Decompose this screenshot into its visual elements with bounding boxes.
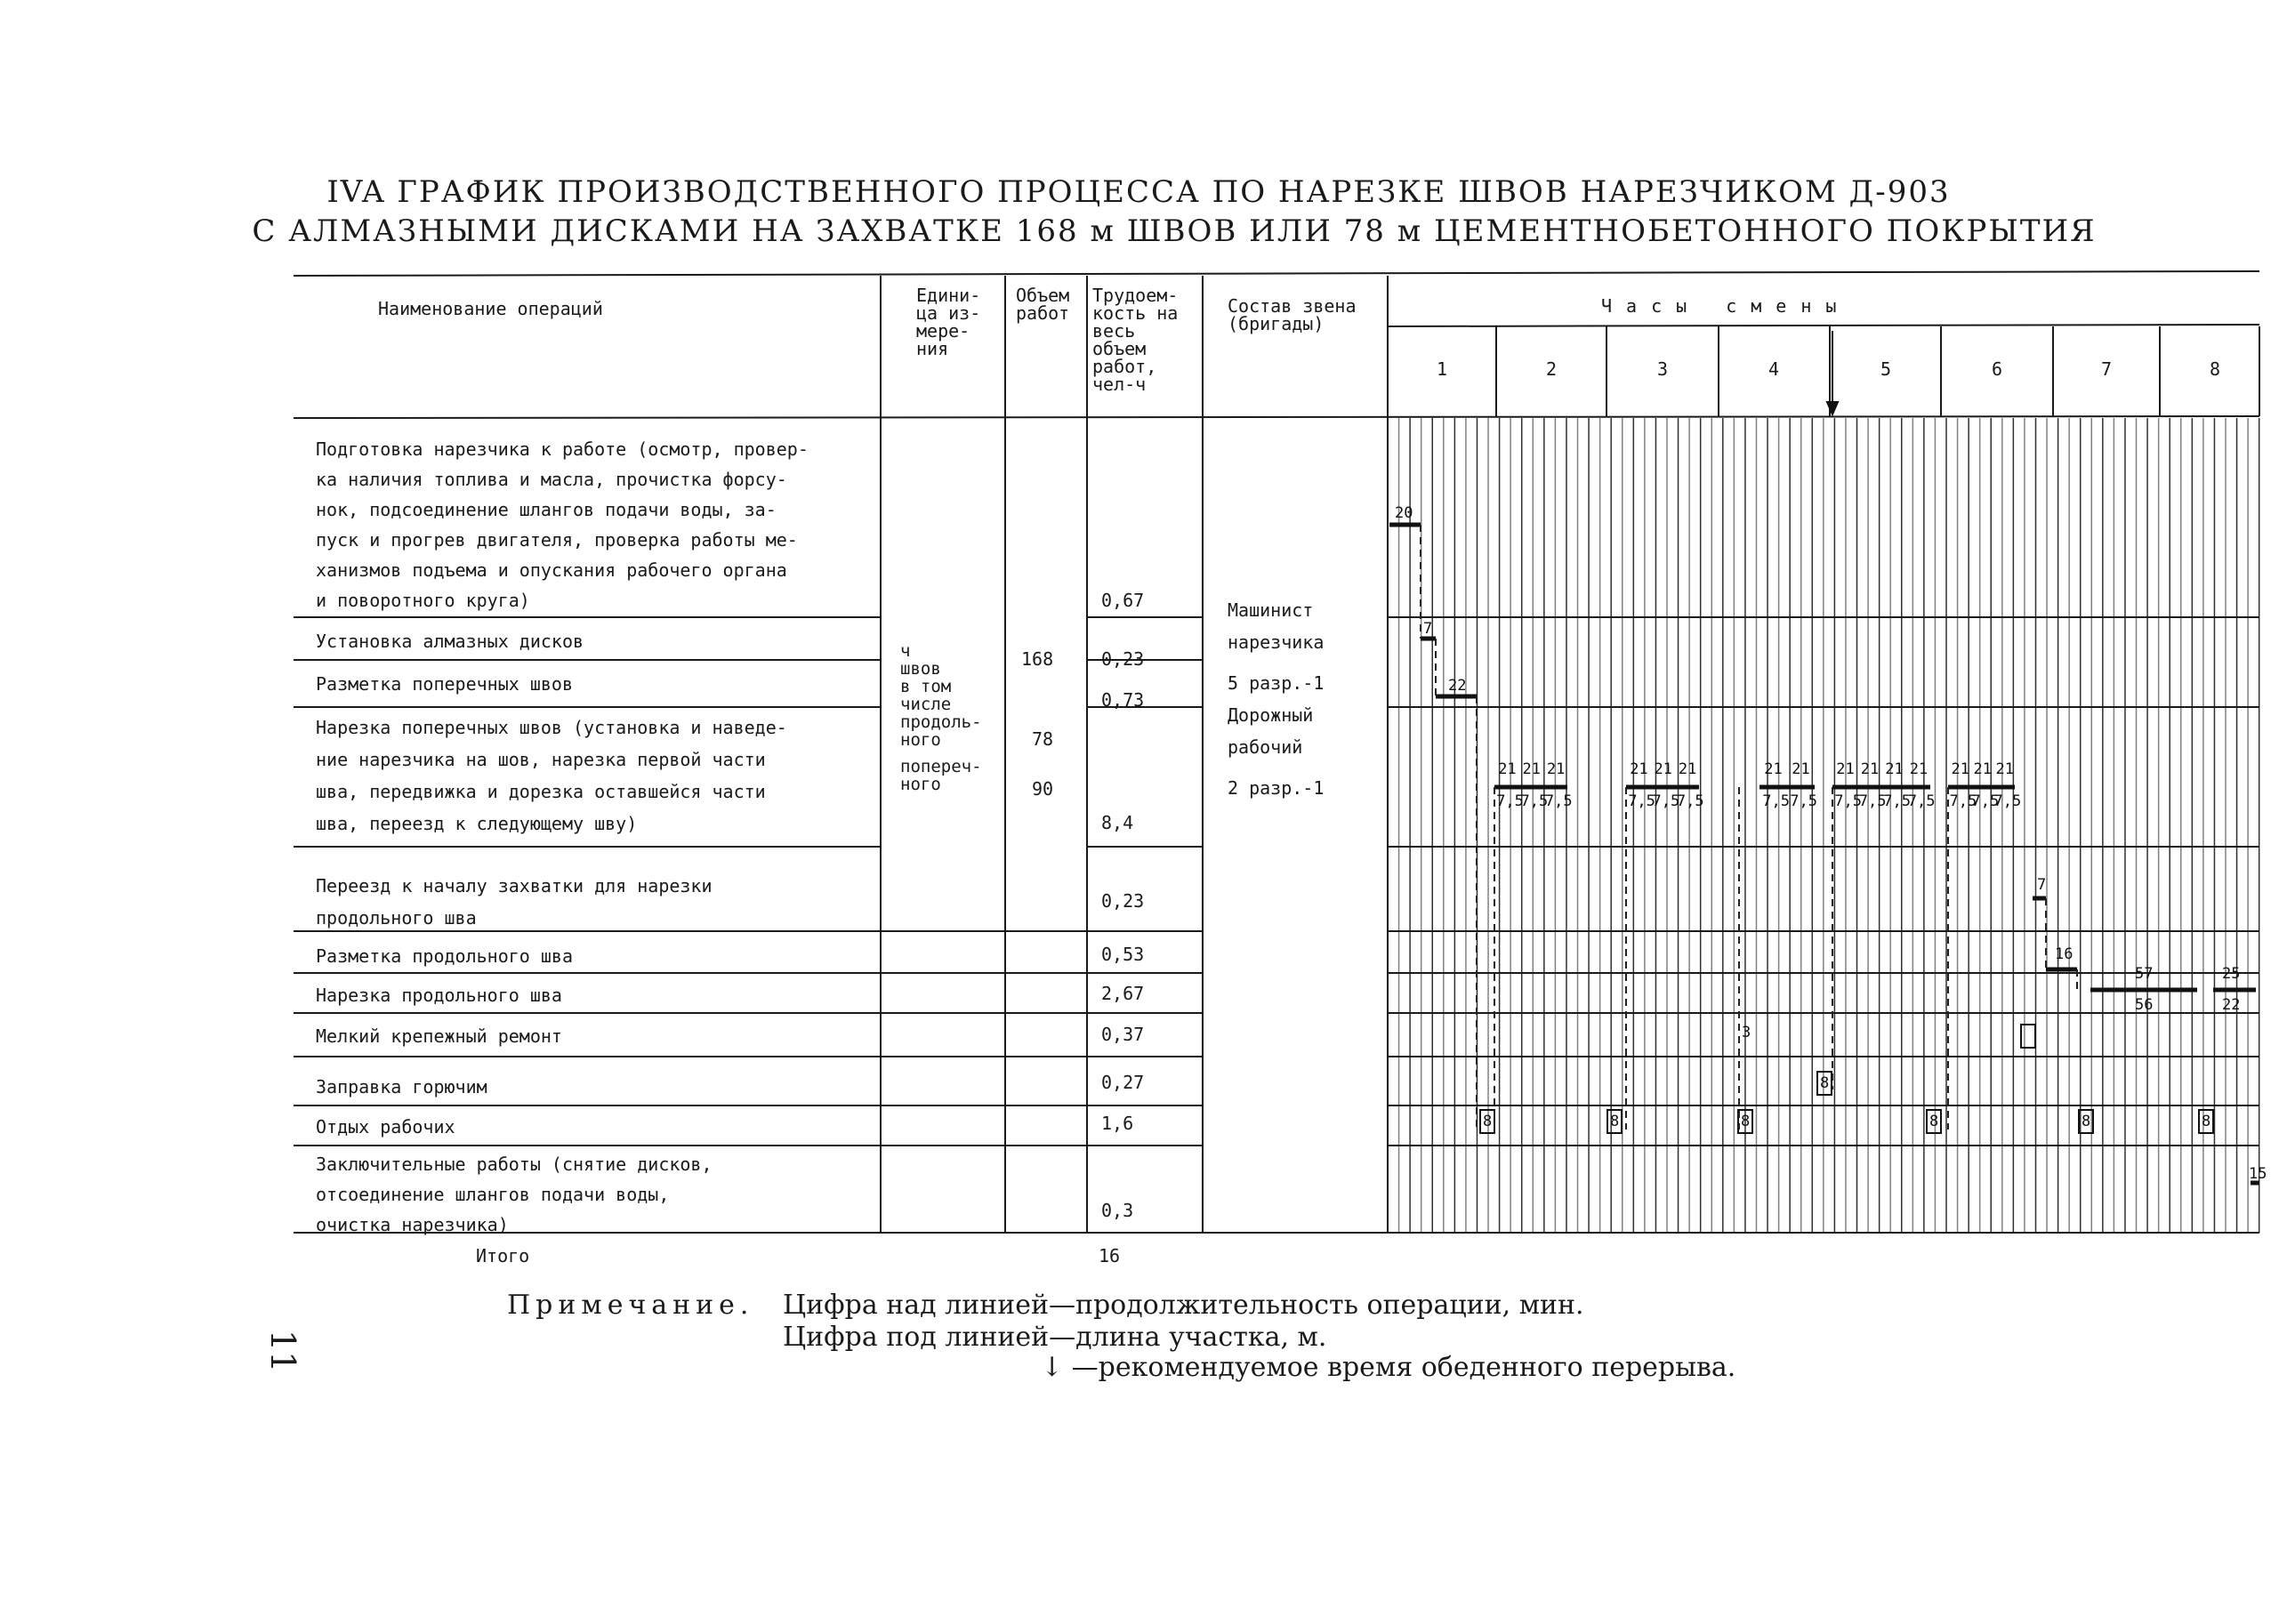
gantt-duration-label: 21 bbox=[1836, 760, 1855, 778]
gantt-duration-label: 21 bbox=[1951, 760, 1969, 778]
gantt-duration-label: 21 bbox=[1498, 760, 1517, 778]
header-volume: Объем работ bbox=[1016, 285, 1070, 324]
gantt-duration-label: 3 bbox=[1742, 1024, 1751, 1041]
header-operation: Наименование операций bbox=[378, 298, 603, 319]
gantt-length-label: 7,5 bbox=[1544, 792, 1573, 810]
gantt-duration-label: 8 bbox=[1483, 1113, 1493, 1130]
gantt-duration-label: 7 bbox=[1423, 620, 1433, 638]
gantt-length-label: 7,5 bbox=[1790, 792, 1818, 810]
operation-name: Заключительные работы (снятие дисков, отсоединение шлангов подачи воды, очистка нарезчика) bbox=[316, 1154, 713, 1235]
header-unit: Едини- ца из- мере- ния bbox=[916, 285, 981, 359]
gantt-duration-label: 25 bbox=[2222, 965, 2241, 983]
crew-cell: Машинист нарезчика 5 разр.-1 Дорожный рабочий 2 разр.-1 bbox=[1228, 599, 1325, 799]
operation-name: Заправка горючим bbox=[316, 1076, 487, 1097]
document-title-line-2: С АЛМАЗНЫМИ ДИСКАМИ НА ЗАХВАТКЕ 168 м ШВОВ ИЛИ 78 м ЦЕМЕНТНОБЕТОННОГО ПОКРЫТИЯ bbox=[252, 213, 2097, 249]
gantt-duration-label: 21 bbox=[1764, 760, 1783, 778]
hour-number: 5 bbox=[1880, 358, 1892, 380]
unit-cell: ч швов в том числе продоль- ного попереч- ного bbox=[900, 641, 982, 794]
header-labor: Трудоем- кость на весь объем работ, чел-ч bbox=[1092, 285, 1179, 395]
gantt-duration-label: 15 bbox=[2249, 1165, 2267, 1183]
gantt-length-label: 7,5 bbox=[1883, 792, 1911, 810]
total-value: 16 bbox=[1099, 1245, 1121, 1266]
gantt-length-label: 7,5 bbox=[1858, 792, 1887, 810]
gantt-length-label: 7,5 bbox=[1993, 792, 2022, 810]
gantt-length-label: 7,5 bbox=[1971, 792, 2000, 810]
gantt-length-label: 7,5 bbox=[1676, 792, 1704, 810]
gantt-duration-label: 21 bbox=[1885, 760, 1904, 778]
hour-number: 2 bbox=[1546, 358, 1558, 380]
gantt-length-label: 22 bbox=[2222, 996, 2241, 1014]
volume-total: 168 bbox=[1021, 648, 1054, 670]
gantt-duration-label: 21 bbox=[1678, 760, 1697, 778]
labor-value: 0,23 bbox=[1101, 890, 1145, 912]
header-hours: Часы смены bbox=[1601, 295, 1851, 317]
lunch-arrow-icon bbox=[1827, 331, 1838, 414]
gantt-duration-label: 21 bbox=[1546, 760, 1566, 778]
hour-number: 1 bbox=[1437, 358, 1448, 380]
gantt-length-label: 7,5 bbox=[1628, 792, 1655, 810]
gantt-duration-label: 8 bbox=[1741, 1113, 1751, 1130]
note-line-3: ↓ —рекомендуемое время обеденного перерыва. bbox=[1041, 1352, 1736, 1383]
labor-value: 0,67 bbox=[1101, 590, 1145, 611]
page-number: 11 bbox=[263, 1330, 302, 1373]
gantt-duration-label: 21 bbox=[1792, 760, 1810, 778]
gantt-length-label: 7,5 bbox=[1496, 792, 1524, 810]
operation-name: Мелкий крепежный ремонт bbox=[316, 1025, 562, 1047]
note-prefix: Примечание. bbox=[507, 1290, 754, 1321]
operation-name: Разметка поперечных швов bbox=[316, 673, 573, 695]
hour-number: 8 bbox=[2210, 358, 2221, 380]
labor-value: 0,53 bbox=[1101, 944, 1145, 965]
operation-name: Переезд к началу захватки для нарезки продольного шва bbox=[316, 875, 713, 929]
gantt-length-label: 7,5 bbox=[1762, 792, 1791, 810]
hour-number: 3 bbox=[1657, 358, 1669, 380]
labor-value: 0,37 bbox=[1101, 1024, 1145, 1045]
labor-value: 0,73 bbox=[1101, 689, 1145, 711]
gantt-length-label: 7,5 bbox=[1834, 792, 1862, 810]
labor-value: 0,23 bbox=[1101, 648, 1145, 670]
labor-value: 0,3 bbox=[1101, 1200, 1134, 1221]
gantt-duration-label: 8 bbox=[2082, 1113, 2091, 1130]
labor-value: 2,67 bbox=[1101, 983, 1145, 1004]
document-title-line-1: IVA ГРАФИК ПРОИЗВОДСТВЕННОГО ПРОЦЕССА ПО НАРЕЗКЕ ШВОВ НАРЕЗЧИКОМ Д-903 bbox=[326, 174, 1951, 210]
gantt-duration-label: 8 bbox=[1610, 1113, 1620, 1130]
total-label: Итого bbox=[476, 1245, 530, 1266]
gantt-length-label: 7,5 bbox=[1652, 792, 1680, 810]
gantt-duration-label: 21 bbox=[1909, 760, 1929, 778]
operation-name: Нарезка продольного шва bbox=[316, 985, 562, 1006]
labor-value: 8,4 bbox=[1101, 812, 1134, 833]
operation-name: Нарезка поперечных швов (установка и наведе- ние нарезчика на шов, нарезка первой части шва, передвижка и дорезка оставшейся части шва, переезд к следующему шву) bbox=[316, 717, 787, 834]
gantt-duration-label: 21 bbox=[1654, 760, 1673, 778]
gantt-length-label: 56 bbox=[2135, 996, 2154, 1014]
gantt-duration-label: 7 bbox=[2037, 876, 2047, 894]
gantt-duration-label: 21 bbox=[1995, 760, 2014, 778]
gantt-length-label: 7,5 bbox=[1949, 792, 1977, 810]
note-line-1: Цифра над линией—продолжительность операции, мин. bbox=[783, 1290, 1584, 1321]
gantt-length-label: 7,5 bbox=[1907, 792, 1936, 810]
gantt-duration-label: 8 bbox=[1929, 1113, 1939, 1130]
labor-value: 1,6 bbox=[1101, 1113, 1134, 1134]
gantt-duration-label: 20 bbox=[1395, 504, 1413, 522]
note-line-2: Цифра под линией—длина участка, м. bbox=[783, 1322, 1327, 1353]
gantt-duration-label: 8 bbox=[2202, 1113, 2211, 1130]
operation-name: Установка алмазных дисков bbox=[316, 631, 584, 652]
volume-longitudinal: 78 bbox=[1032, 728, 1054, 750]
gantt-duration-label: 22 bbox=[1448, 677, 1467, 695]
gantt-length-label: 7,5 bbox=[1520, 792, 1549, 810]
gantt-duration-label: 21 bbox=[1973, 760, 1992, 778]
operation-name: Отдых рабочих bbox=[316, 1116, 455, 1138]
gantt-duration-label: 21 bbox=[1522, 760, 1542, 778]
gantt-duration-label: 21 bbox=[1860, 760, 1880, 778]
volume-transverse: 90 bbox=[1032, 778, 1054, 800]
repair-marker-icon bbox=[2021, 1025, 2035, 1048]
header-crew: Состав звена (бригады) bbox=[1228, 295, 1357, 334]
gantt-duration-label: 21 bbox=[1630, 760, 1648, 778]
hour-number: 4 bbox=[1768, 358, 1780, 380]
gantt-duration-label: 16 bbox=[2055, 945, 2074, 963]
gantt-duration-label: 8 bbox=[1820, 1074, 1830, 1092]
gantt-duration-label: 57 bbox=[2135, 965, 2154, 983]
hour-number: 6 bbox=[1992, 358, 2003, 380]
operation-name: Разметка продольного шва bbox=[316, 945, 573, 967]
operation-name: Подготовка нарезчика к работе (осмотр, провер- ка наличия топлива и масла, прочистка форсу- нок, подсоединение шлангов подачи воды, за- пуск и прогрев двигателя, проверка работы ме- ханизмов подъема и опускания рабочего органа и поворотного круга) bbox=[316, 438, 809, 611]
labor-value: 0,27 bbox=[1101, 1072, 1145, 1093]
hour-number: 7 bbox=[2101, 358, 2113, 380]
